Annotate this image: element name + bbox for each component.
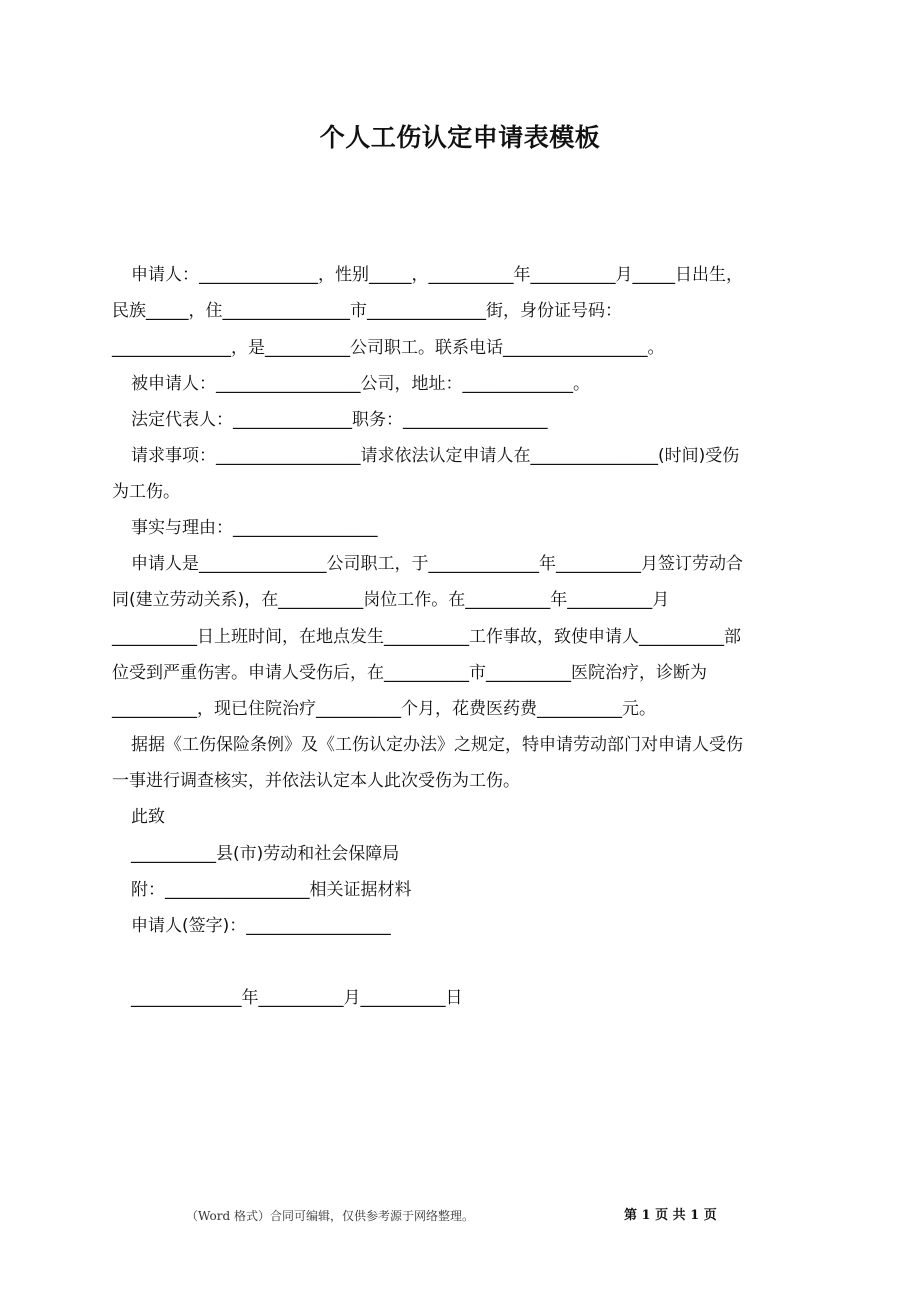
request-line-cont: 为工伤。 (112, 482, 180, 502)
recipient-line: __________县(市)劳动和社会保障局 (131, 844, 400, 864)
facts-line-3: __________日上班时间，在地点发生__________工作事故，致使申请人__________部 (112, 627, 741, 647)
request-line: 请求事项：_________________请求依法认定申请人在_______________(时间)受伤 (131, 446, 740, 466)
employer-phone-line: ______________，是__________公司职工。联系电话_________________。 (112, 338, 665, 358)
respondent-line: 被申请人：_________________公司，地址：_____________。 (131, 374, 590, 394)
legal-rep-line: 法定代表人：______________职务：_________________ (131, 410, 548, 430)
document-title: 个人工伤认定申请表模板 (319, 123, 601, 152)
date-line: _____________年__________月__________日 (131, 988, 463, 1008)
basis-line-1: 据据《工伤保险条例》及《工伤认定办法》之规定，特申请劳动部门对申请人受伤 (131, 735, 743, 755)
facts-line-5: __________，现已住院治疗__________个月，花费医药费__________元。 (112, 699, 656, 719)
basis-line-2: 一事进行调查核实，并依法认定本人此次受伤为工伤。 (112, 771, 520, 791)
facts-line-2: 同(建立劳动关系)，在__________岗位工作。在__________年__________月 (112, 590, 670, 610)
salutation-line: 此致 (131, 807, 165, 827)
facts-line-1: 申请人是_______________公司职工，于_____________年__________月签订劳动合 (131, 554, 743, 574)
applicant-info-line: 申请人：______________，性别_____，__________年__________月_____日出生， (131, 265, 743, 285)
footer-note: （Word 格式）合同可编辑，仅供参考源于网络整理。 (186, 1209, 474, 1223)
facts-line-4: 位受到严重伤害。申请人受伤后，在__________市__________医院治疗，诊断为 (112, 663, 707, 683)
attachment-line: 附：_________________相关证据材料 (131, 880, 412, 900)
page-number: 第 1 页 共 1 页 (624, 1208, 717, 1223)
signature-line: 申请人(签字)：_________________ (131, 916, 391, 936)
ethnicity-address-line: 民族_____，住_______________市______________街，身份证号码： (112, 301, 622, 321)
facts-heading-line: 事实与理由：_________________ (131, 518, 378, 538)
